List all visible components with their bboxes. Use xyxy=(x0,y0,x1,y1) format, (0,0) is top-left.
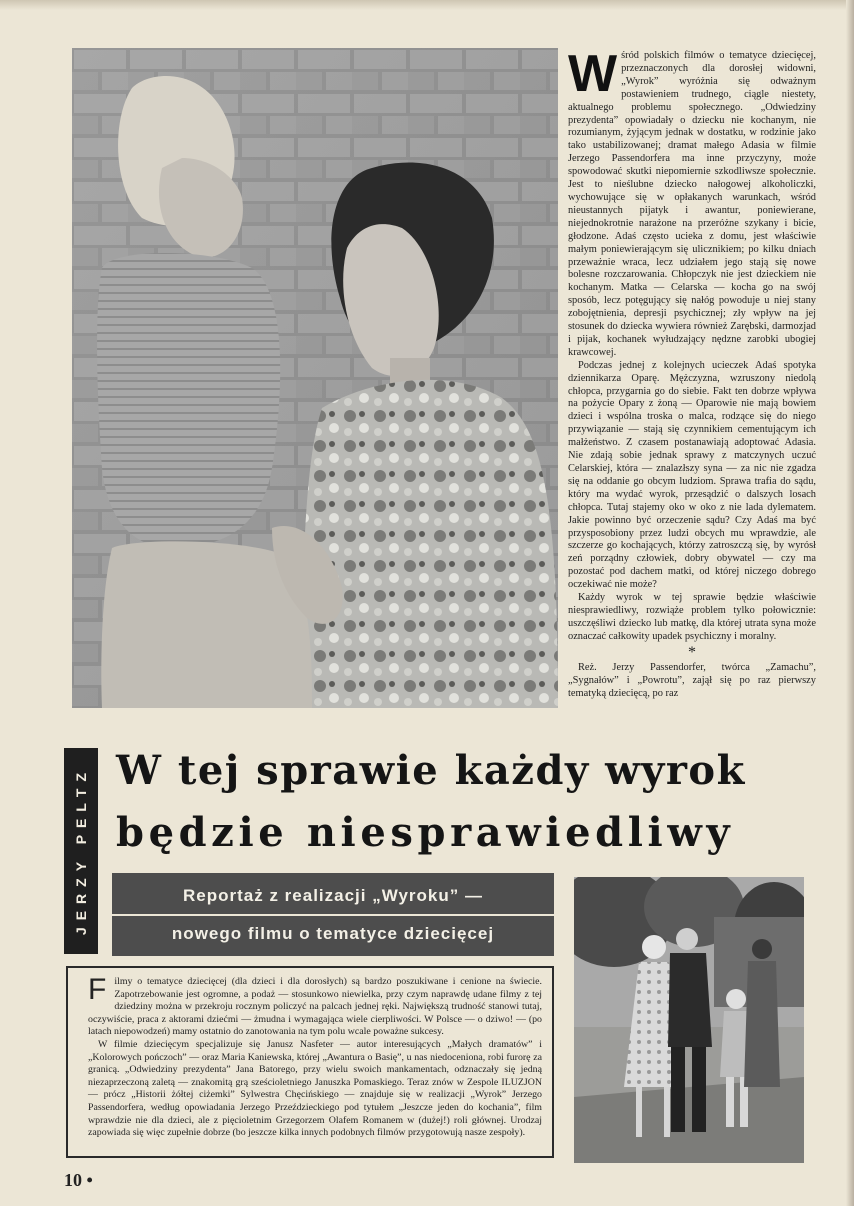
intro-box xyxy=(66,966,554,1158)
article-column xyxy=(568,45,816,700)
page-edge xyxy=(0,0,854,10)
headline xyxy=(116,740,816,864)
article-paragraph: Podczas jednej z kolejnych ucieczek Adaś spotyka dziennikarza Oparę. Mężczyzna, wzruszony niedolą chłopca, przygarnia go do siebie. Fakt ten dobrze wpływa na pożycie Opary z żoną — Oparowie nie mają bowiem dzieci i wspólna troska o malca, rodzące się do niego przywiązanie — stają się czynnikiem cementującym ich małżeństwo. Z czasem postanawiają adoptować Adasia. Nie zdają sobie jednak sprawy z matczynych uczuć Celarskiej, która — znalazłszy syna — za nic nie zgadza się na oddanie go obcym ludziom. Sprawa trafia do sądu, który ma wydać wyrok, przesądzić o dalszych losach chłopca. Tutaj stajemy oko w oko z nie lada dylematem. Jakie powinno być orzeczenie sądu? Czy Adaś ma być przysposobiony przez ludzi obcych mu wprawdzie, ale szczerze go kochających, którzy zatroszczą się, by wyrósł zeń porządny człowiek, dobry obywatel — czy ma pozostać pod dachem matki, od której niczego dobrego oczekiwać nie może? xyxy=(568,359,816,591)
photo-film-set-group-icon xyxy=(574,877,804,1163)
small-photo xyxy=(574,877,804,1163)
article-closing-paragraph: Reż. Jerzy Passendorfer, twórca „Zamachu”, „Sygnałów” i „Powrotu”, zajął się po raz pierwszy tematyką dziecięcą, po raz xyxy=(568,661,816,699)
subtitle-line-2: nowego filmu o tematyce dziecięcej xyxy=(171,923,495,943)
section-separator: * xyxy=(688,643,696,661)
article-paragraph xyxy=(568,45,816,360)
author-name: JERZY PELTZ xyxy=(73,766,89,936)
intro-paragraph xyxy=(88,973,542,1039)
headline-line-1: W tej sprawie każdy wyrok xyxy=(116,747,746,794)
main-photo xyxy=(72,48,558,708)
page-edge-shadow xyxy=(846,0,854,1206)
intro-paragraph: W filmie dziecięcym specjalizuje się Janusz Nasfeter — autor interesujących „Małych dramatów” i „Kolorowych pończoch” — oraz Maria Kaniewska, której „Awantura o Basię”, u nas niedoceniona, robi furorę za granicą. „Odwiedziny prezydenta” Jana Batorego, przy wielu swoich mankamentach, odznaczały się jedną niezaprzeczoną zaletą — znakomitą grą sześcioletniego Januszka Pomaskiego. Teraz znów w Zespole ILUZJON — prócz „Historii żółtej ciżemki” Sylwestra Chęcińskiego — znajduje się w realizacji „Wyrok” Jerzego Passendorfera, według opowiadania Jerzego Przeździeckiego pod tytułem „Jeszcze jeden do kochania”, film wprawdzie nie dla dzieci, ale z pięcioletnim Grzegorzem Olafem Romanem w (dużej!) roli głównej. Urodzaj zapowiada się więc zupełnie dobrze (bo jeszcze kilka innych podobnych filmów przygotowują nasze zespoły). xyxy=(88,1038,542,1139)
article-dropcap: W xyxy=(568,45,618,103)
subtitle-band xyxy=(112,873,554,956)
page-number: 10 • xyxy=(64,1170,93,1190)
headline-line-2: będzie niesprawiedliwy xyxy=(116,809,735,856)
article-paragraph-text: śród polskich filmów o tematyce dziecięcej, przeznaczonych dla dorosłej widowni, „Wyrok” wyróżnia się odważnym postawieniem trudnego, ciągle niestety, aktualnego problemu społecznego. „Odwiedziny prezydenta” opowiadały o dziecku nie kochanym, nie rozumianym, żyjącym jednak w dostatku, w rodzinie jako tako ustabilizowanej; dramat małego Adasia w filmie Jerzego Passendorfera ma inne przyczyny, może spowodować skutki niepomiernie szkodliwsze społecznie. Jest to nieślubne dziecko nałogowej alkoholiczki, wychowujące się w opłakanych warunkach, wśród nieustannych pijatyk i awantur, poniewierane, niejednokrotnie narażone na przeróżne szykany i bicie, głodzone. Adaś często ucieka z domu, jest właściwie małym poniewierającym się ulicznikiem; po kilku dniach przeważnie wraca, lecz udziałem jego stają się nowe bolesne rozczarowania. Chłopczyk nie jest dzieckiem nie kochanym. Matka — Celarska — kocha go na swój sposób, lecz potęgujący się nałóg powoduje u niej stany zobojętnienia, depresji psychicznej; zły wpływ na jej stosunek do dziecka wywiera również Zarębski, darmozjad i pijak, kochanek wyłudzający nędzne zarobki ubogiej krawcowej. xyxy=(568,50,816,358)
subtitle-line-1: Reportaż z realizacji „Wyroku” — xyxy=(183,885,483,905)
photo-mother-and-boy-icon xyxy=(72,48,558,708)
author-band xyxy=(64,748,98,954)
intro-paragraph-text: ilmy o tematyce dziecięcej (dla dzieci i dla dorosłych) są bardzo poszukiwane i cenione na świecie. Zapotrzebowanie jest ogromne, a podaż — stosunkowo niewielka, przy czym naprawdę udane filmy z tej dziedziny można w przekroju rocznym policzyć na palcach jednej ręki. Największą trudność stanowi tutaj, oczywiście, praca z aktorami dziećmi — żmudna i wymagająca wiele cierpliwości. W Polsce — o dziwo! — (po latach niepowodzeń) mamy ostatnio do zanotowania na tym polu wcale poważne sukcesy. xyxy=(88,976,542,1038)
intro-dropcap: F xyxy=(88,973,107,1006)
article-paragraph: Każdy wyrok w tej sprawie będzie właściwie niesprawiedliwy, rozwiąże problem tylko połowicznie: uszczęśliwi dziecko lub matkę, dla której utrata syna może oznaczać całkowity upadek psychiczny i moralny. xyxy=(568,592,816,642)
